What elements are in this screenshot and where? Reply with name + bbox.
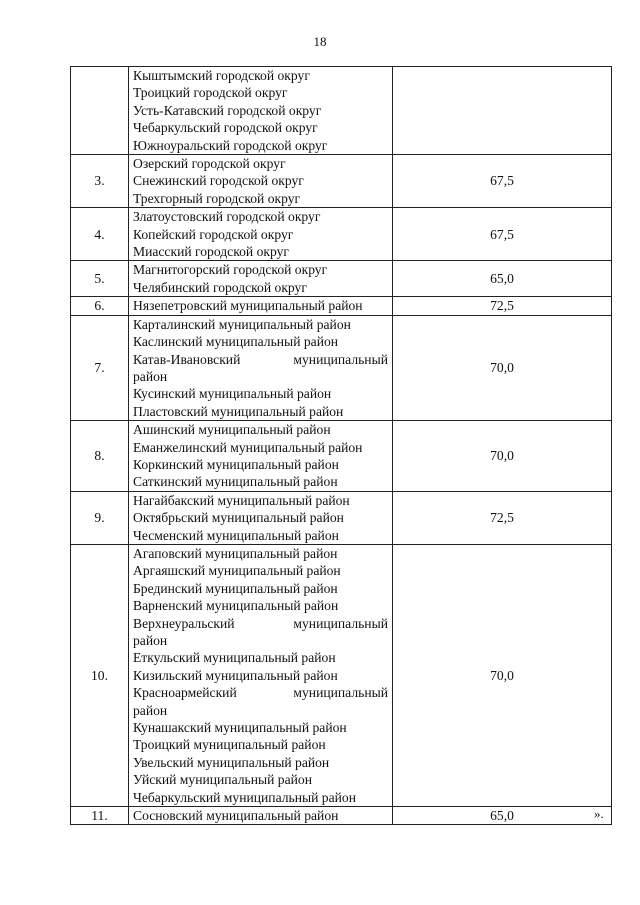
municipality-name: Карталинский муниципальный район	[133, 316, 351, 332]
municipality-list	[129, 297, 393, 315]
municipality-name: Аргаяшский муниципальный район	[133, 563, 341, 579]
municipality-name: Кыштымский городской округ	[133, 68, 310, 83]
municipality-name: Кунашакский муниципальный район	[133, 720, 347, 736]
row-number	[71, 67, 129, 155]
table-row	[71, 421, 612, 492]
district-table	[70, 66, 612, 825]
municipality-name: Троицкий городской округ	[133, 85, 288, 101]
municipality-name: Копейский городской округ	[133, 226, 294, 242]
municipality-name: Красноармейский муниципальный	[133, 685, 388, 701]
municipality-name: Варненский муниципальный район	[133, 598, 339, 614]
row-number: 5.	[71, 261, 129, 297]
municipality-name: Снежинский городской округ	[133, 173, 304, 189]
table-row	[71, 67, 612, 155]
row-number: 11.	[71, 807, 129, 825]
municipality-name: Магнитогорский городской округ	[133, 262, 328, 278]
municipality-name: Чебаркульский муниципальный район	[133, 789, 356, 805]
norm-value: 70,0	[393, 421, 612, 492]
row-number: 6.	[71, 297, 129, 315]
municipality-name: Брединский муниципальный район	[133, 580, 338, 596]
row-number: 3.	[71, 155, 129, 208]
table-row	[71, 261, 612, 297]
row-number: 7.	[71, 315, 129, 420]
page-number: 18	[313, 34, 327, 49]
row-number: 8.	[71, 421, 129, 492]
table-row	[71, 208, 612, 261]
row-number: 4.	[71, 208, 129, 261]
municipality-name: район	[133, 368, 168, 384]
table-body	[71, 67, 612, 825]
table-row	[71, 807, 612, 825]
norm-value: 70,0	[393, 315, 612, 420]
municipality-list	[129, 544, 393, 806]
municipality-name: Златоустовский городской округ	[133, 209, 321, 225]
municipality-list	[129, 67, 393, 155]
municipality-name: Коркинский муниципальный район	[133, 456, 339, 472]
municipality-name: Каслинский муниципальный район	[133, 334, 339, 350]
municipality-name: Челябинский городской округ	[133, 279, 307, 295]
municipality-name: Нагайбакский муниципальный район	[133, 492, 350, 508]
municipality-name: Саткинский муниципальный район	[133, 474, 338, 490]
norm-value: 72,5	[393, 297, 612, 315]
municipality-name: Верхнеуральский муниципальный	[133, 615, 388, 631]
municipality-list	[129, 315, 393, 420]
municipality-list	[129, 807, 393, 825]
municipality-list	[129, 421, 393, 492]
municipality-name: Агаповский муниципальный район	[133, 545, 338, 561]
row-number: 10.	[71, 544, 129, 806]
closing-quote-mark: ».	[594, 806, 604, 821]
norm-value: 70,0	[393, 544, 612, 806]
municipality-name: Усть-Катавский городской округ	[133, 102, 322, 118]
municipality-name: Октябрьский муниципальный район	[133, 510, 344, 526]
municipality-name: Кизильский муниципальный район	[133, 667, 338, 683]
row-number: 9.	[71, 491, 129, 544]
municipality-list	[129, 491, 393, 544]
norm-value	[393, 67, 612, 155]
municipality-name: Катав-Ивановский муниципальный	[133, 351, 388, 367]
table-row	[71, 315, 612, 420]
table-row	[71, 297, 612, 315]
municipality-name: район	[133, 702, 168, 718]
norm-value: 72,5	[393, 491, 612, 544]
municipality-name: Пластовский муниципальный район	[133, 403, 344, 419]
table-row	[71, 155, 612, 208]
municipality-list	[129, 208, 393, 261]
municipality-list	[129, 155, 393, 208]
municipality-name: Увельский муниципальный район	[133, 754, 330, 770]
municipality-name: Ашинский муниципальный район	[133, 422, 331, 438]
municipality-name: район	[133, 633, 168, 648]
norm-value: 65,0	[393, 261, 612, 297]
norm-value: 65,0	[393, 807, 612, 825]
municipality-name: Еманжелинский муниципальный район	[133, 439, 363, 455]
municipality-name: Чебаркульский городской округ	[133, 120, 318, 136]
municipality-name: Сосновский муниципальный район	[133, 808, 339, 824]
table-row	[71, 544, 612, 806]
municipality-name: Троицкий муниципальный район	[133, 737, 326, 753]
table-row	[71, 491, 612, 544]
municipality-name: Миасский городской округ	[133, 244, 289, 260]
municipality-name: Трехгорный городской округ	[133, 190, 301, 206]
municipality-name: Кусинский муниципальный район	[133, 386, 332, 402]
municipality-name: Нязепетровский муниципальный район	[133, 298, 363, 314]
municipality-name: Уйский муниципальный район	[133, 772, 312, 788]
municipality-list	[129, 261, 393, 297]
municipality-name: Чесменский муниципальный район	[133, 527, 339, 543]
municipality-name: Еткульский муниципальный район	[133, 650, 336, 666]
municipality-name: Южноуральский городской округ	[133, 137, 328, 153]
municipality-name: Озерский городской округ	[133, 156, 286, 172]
norm-value: 67,5	[393, 155, 612, 208]
norm-value: 67,5	[393, 208, 612, 261]
